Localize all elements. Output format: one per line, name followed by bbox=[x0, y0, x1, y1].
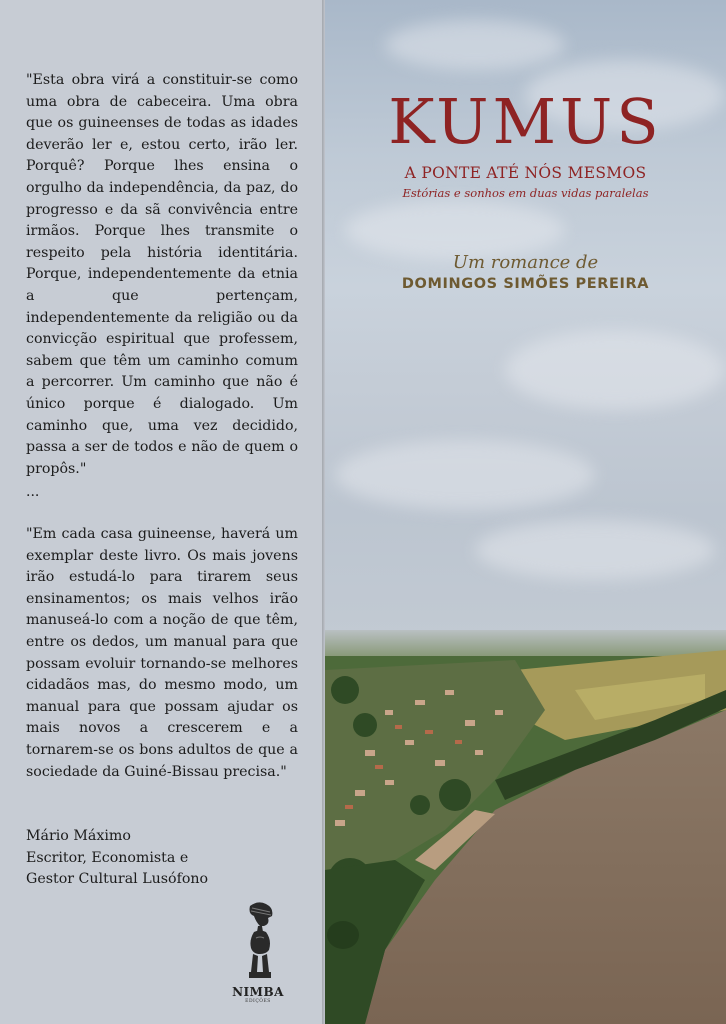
ellipsis: ... bbox=[26, 484, 40, 500]
book-title: KUMUS bbox=[388, 85, 663, 158]
publisher-subtitle: EDIÇÕES bbox=[245, 999, 271, 1004]
reviewer-name: Mário Máximo bbox=[26, 828, 131, 844]
book-tagline: Estórias e sonhos em duas vidas paralelas bbox=[402, 186, 649, 200]
author-prefix: Um romance de bbox=[452, 252, 599, 273]
back-cover bbox=[0, 0, 324, 1024]
author-name: DOMINGOS SIMÕES PEREIRA bbox=[401, 276, 650, 292]
review-quote-1: "Esta obra virá a constituir-se como uma obra de cabeceira. Uma obra que os guineenses de todas as idades deverão ler e, estou certo, irão ler. Porquê? Porque lhes ensina o orgulho da independência, da paz, do progresso e da sã convivência entre irmãos. Porque lhes transmite o respeito pela história identitária. Porque, independentemente da etnia a que pertençam, independentemente da religião ou da convicção espiritual que professem, sabem que têm um caminho comum a percorrer. Um caminho que não é único porque é dialogado. Um caminho que, uma vez decidido, passa a ser de todos e não de quem o propôs." bbox=[26, 72, 298, 477]
aerial-river-landscape bbox=[325, 630, 726, 1024]
reviewer-role-1: Escritor, Economista e bbox=[26, 849, 189, 866]
nimba-statue-icon bbox=[236, 900, 280, 982]
book-subtitle: A PONTE ATÉ NÓS MESMOS bbox=[404, 164, 647, 182]
publisher-logo bbox=[226, 900, 290, 1004]
front-cover bbox=[325, 0, 726, 1024]
publisher-name: NIMBA bbox=[232, 985, 284, 999]
review-signature bbox=[26, 826, 208, 891]
reviewer-role-2: Gestor Cultural Lusófono bbox=[26, 871, 209, 888]
review-quote-2: "Em cada casa guineense, haverá um exemplar deste livro. Os mais jovens irão estudá-lo para tirarem seus ensinamentos; os mais velhos irão manuseá-lo com a noção de que têm, entre os dedos, um manual para que possam evoluir tornando-se melhores cidadãos mas, do mesmo modo, um manual para que possam ajudar os mais novos a crescerem e a tornarem-se os bons adultos de que a sociedade da Guiné-Bissau precisa." bbox=[26, 526, 298, 780]
